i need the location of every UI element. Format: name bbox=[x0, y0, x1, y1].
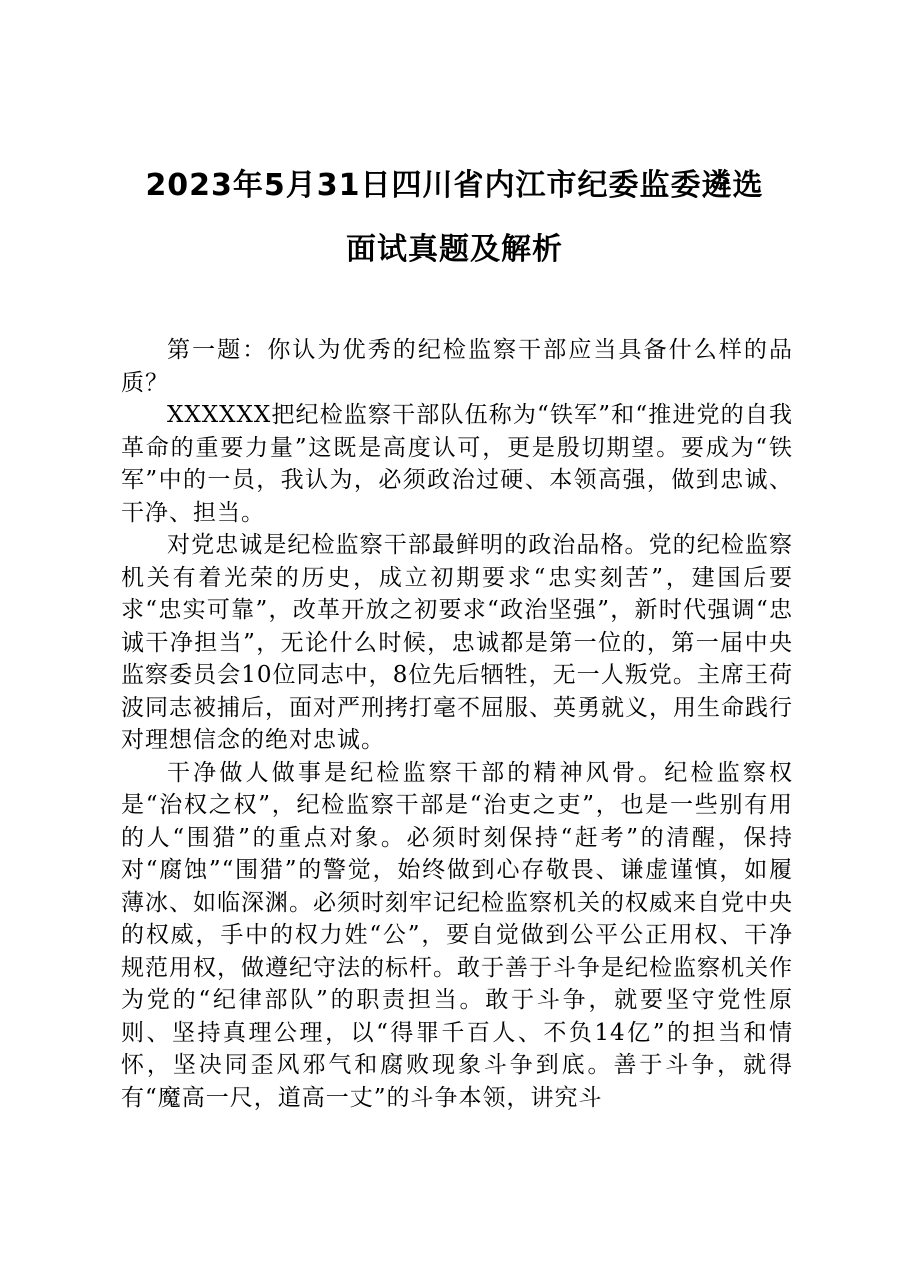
answer-intro-paragraph: XXXXXX把纪检监察干部队伍称为“铁军”和“推进党的自我革命的重要力量”这既是高度认可，更是殷切期望。要成为“铁军”中的一员，我认为，必须政治过硬、本领高强，做到忠诚、干净、担当。 bbox=[121, 402, 793, 526]
document-title-line-2: 面试真题及解析 bbox=[346, 232, 563, 267]
document-title-line-1: 2023年5月31日四川省内江市纪委监委遴选 bbox=[145, 168, 764, 203]
loyalty-paragraph: 对党忠诚是纪检监察干部最鲜明的政治品格。党的纪检监察机关有着光荣的历史，成立初期要求“忠实刻苦”，建国后要求“忠实可靠”，改革开放之初要求“政治坚强”，新时代强调“忠诚干净担当”，无论什么时候，忠诚都是第一位的，第一届中央监察委员会10位同志中，8位先后牺牲，无一人叛党。主席王荷波同志被捕后，面对严刑拷打毫不屈服、英勇就义，用生命践行对理想信念的绝对忠诚。 bbox=[121, 532, 793, 753]
document-body bbox=[121, 334, 793, 1114]
question-paragraph: 第一题：你认为优秀的纪检监察干部应当具备什么样的品质？ bbox=[121, 337, 793, 396]
integrity-paragraph: 干净做人做事是纪检监察干部的精神风骨。纪检监察权是“治权之权”，纪检监察干部是“治吏之吏”，也是一些别有用的人“围猎”的重点对象。必须时刻保持“赶考”的清醒，保持对“腐蚀”“围猎”的警觉，始终做到心存敬畏、谦虚谨慎，如履薄冰、如临深渊。必须时刻牢记纪检监察机关的权威来自党中央的权威，手中的权力姓“公”，要自觉做到公平公正用权、干净规范用权，做遵纪守法的标杆。敢于善于斗争是纪检监察机关作为党的“纪律部队”的职责担当。敢于斗争，就要坚守党性原则、坚持真理公理，以“得罪千百人、不负14亿”的担当和情怀，坚决同歪风邪气和腐败现象斗争到底。善于斗争，就得有“魔高一尺，道高一丈”的斗争本领，讲究斗 bbox=[121, 759, 793, 1111]
